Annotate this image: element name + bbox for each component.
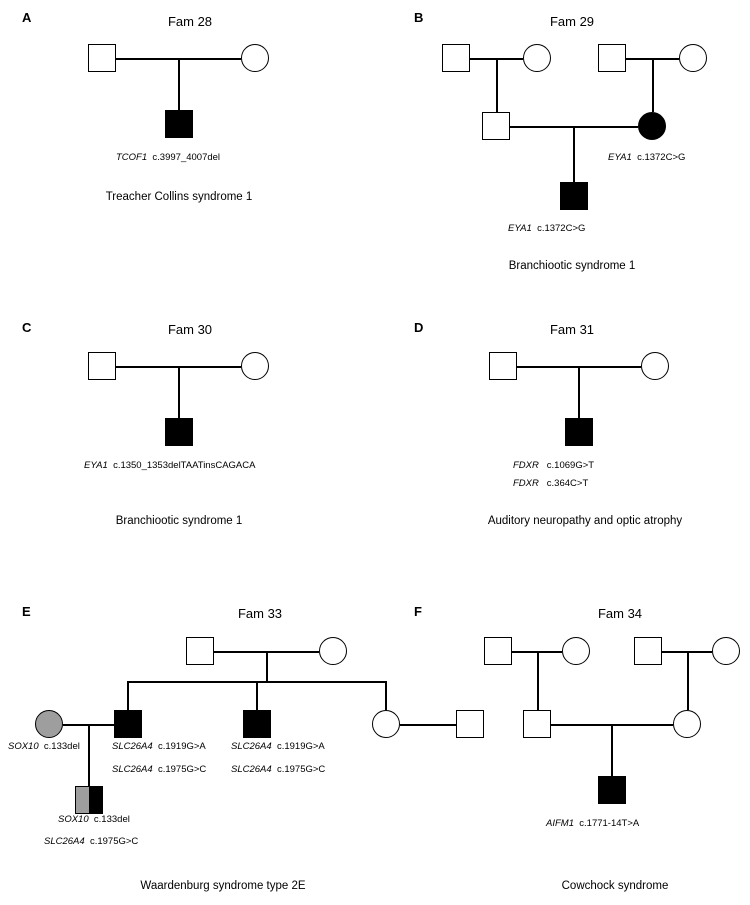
individual-symbol-male-affected <box>114 710 142 738</box>
variant-annotation <box>112 764 206 775</box>
variant-gene: SLC26A4 <box>231 741 272 752</box>
variant-gene: SLC26A4 <box>231 764 272 775</box>
individual-symbol-female-unaffected <box>372 710 400 738</box>
individual-symbol-male-affected <box>165 418 193 446</box>
panel-letter-a: A <box>22 10 32 25</box>
descent-line <box>537 651 539 710</box>
variant-annotation <box>84 460 255 471</box>
individual-symbol-male-affected <box>243 710 271 738</box>
variant-annotation <box>44 836 138 847</box>
descent-line <box>652 58 654 112</box>
individual-symbol-male-affected <box>598 776 626 804</box>
panel-caption-c: Branchiootic syndrome 1 <box>115 515 243 527</box>
family-title-a: Fam 28 <box>167 14 213 29</box>
variant-annotation <box>231 741 325 752</box>
individual-symbol-male-unaffected <box>88 44 116 72</box>
individual-symbol-male-unaffected <box>523 710 551 738</box>
descent-line <box>496 58 498 112</box>
variant-change: c.133del <box>43 741 80 752</box>
individual-symbol-female-unaffected <box>641 352 669 380</box>
individual-symbol-female-unaffected <box>712 637 740 665</box>
variant-annotation <box>546 818 639 829</box>
variant-change: c.1372C>G <box>637 152 686 163</box>
sibship-drop <box>256 681 258 710</box>
individual-symbol-male-unaffected <box>634 637 662 665</box>
individual-symbol-male-affected <box>560 182 588 210</box>
family-title-b: Fam 29 <box>549 14 595 29</box>
variant-annotation <box>58 814 130 825</box>
variant-annotation <box>8 741 80 752</box>
descent-line <box>266 651 268 682</box>
variant-annotation <box>116 152 220 163</box>
variant-gene: FDXR <box>513 460 539 471</box>
panel-caption-d: Auditory neuropathy and optic atrophy <box>487 515 683 527</box>
individual-symbol-male-unaffected <box>598 44 626 72</box>
variant-gene: SLC26A4 <box>112 741 153 752</box>
individual-symbol-female-unaffected <box>679 44 707 72</box>
panel-caption-e: Waardenburg syndrome type 2E <box>140 880 306 892</box>
descent-line <box>578 366 580 418</box>
panel-caption-b: Branchiootic syndrome 1 <box>508 260 636 272</box>
variant-change: c.133del <box>93 814 130 825</box>
variant-gene: EYA1 <box>84 460 108 471</box>
variant-annotation <box>231 764 325 775</box>
individual-symbol-female-unaffected <box>319 637 347 665</box>
variant-change: c.1350_1353delTAATinsCAGACA <box>113 460 256 471</box>
variant-annotation <box>508 223 585 234</box>
individual-symbol-male-unaffected <box>442 44 470 72</box>
variant-gene: SOX10 <box>8 741 39 752</box>
panel-caption-f: Cowchock syndrome <box>561 880 669 892</box>
individual-symbol-male-unaffected <box>456 710 484 738</box>
variant-gene: EYA1 <box>508 223 532 234</box>
variant-change: c.1975G>C <box>157 764 207 775</box>
variant-annotation <box>513 460 594 471</box>
variant-gene: SLC26A4 <box>112 764 153 775</box>
sibship-drop <box>127 681 129 710</box>
descent-line <box>178 58 180 110</box>
variant-change: c.1372C>G <box>537 223 586 234</box>
individual-symbol-female-unaffected <box>673 710 701 738</box>
individual-symbol-female-unaffected <box>523 44 551 72</box>
variant-change: c.1069G>T <box>546 460 595 471</box>
individual-symbol-female-carrier <box>35 710 63 738</box>
individual-symbol-male-unaffected <box>482 112 510 140</box>
panel-letter-d: D <box>414 320 424 335</box>
descent-line <box>88 724 90 786</box>
variant-annotation <box>608 152 685 163</box>
individual-symbol-male-affected <box>565 418 593 446</box>
individual-symbol-female-unaffected <box>241 352 269 380</box>
variant-change: c.3997_4007del <box>152 152 221 163</box>
sibship-drop <box>385 681 387 710</box>
panel-letter-f: F <box>414 604 422 619</box>
variant-change: c.1975G>C <box>89 836 139 847</box>
family-title-c: Fam 30 <box>167 322 213 337</box>
mating-line <box>400 724 456 726</box>
variant-gene: SLC26A4 <box>44 836 85 847</box>
variant-change: c.364C>T <box>546 478 589 489</box>
variant-change: c.1919G>A <box>157 741 206 752</box>
variant-gene: AIFM1 <box>546 818 574 829</box>
individual-symbol-male-affected-compound <box>75 786 103 814</box>
individual-symbol-female-unaffected <box>241 44 269 72</box>
variant-gene: FDXR <box>513 478 539 489</box>
panel-letter-e: E <box>22 604 31 619</box>
variant-annotation <box>513 478 588 489</box>
individual-symbol-male-unaffected <box>88 352 116 380</box>
family-title-d: Fam 31 <box>549 322 595 337</box>
variant-change: c.1975G>C <box>276 764 326 775</box>
family-title-f: Fam 34 <box>597 606 643 621</box>
variant-gene: SOX10 <box>58 814 89 825</box>
individual-symbol-male-unaffected <box>489 352 517 380</box>
descent-line <box>178 366 180 418</box>
panel-letter-b: B <box>414 10 424 25</box>
individual-symbol-male-unaffected <box>186 637 214 665</box>
individual-symbol-male-affected <box>165 110 193 138</box>
panel-letter-c: C <box>22 320 32 335</box>
descent-line <box>611 724 613 776</box>
family-title-e: Fam 33 <box>237 606 283 621</box>
individual-symbol-female-unaffected <box>562 637 590 665</box>
variant-annotation <box>112 741 206 752</box>
variant-change: c.1771-14T>A <box>579 818 640 829</box>
individual-symbol-male-unaffected <box>484 637 512 665</box>
variant-change: c.1919G>A <box>276 741 325 752</box>
descent-line <box>687 651 689 710</box>
variant-gene: EYA1 <box>608 152 632 163</box>
descent-line <box>573 126 575 182</box>
panel-caption-a: Treacher Collins syndrome 1 <box>105 191 253 203</box>
variant-gene: TCOF1 <box>116 152 148 163</box>
individual-symbol-female-affected <box>638 112 666 140</box>
